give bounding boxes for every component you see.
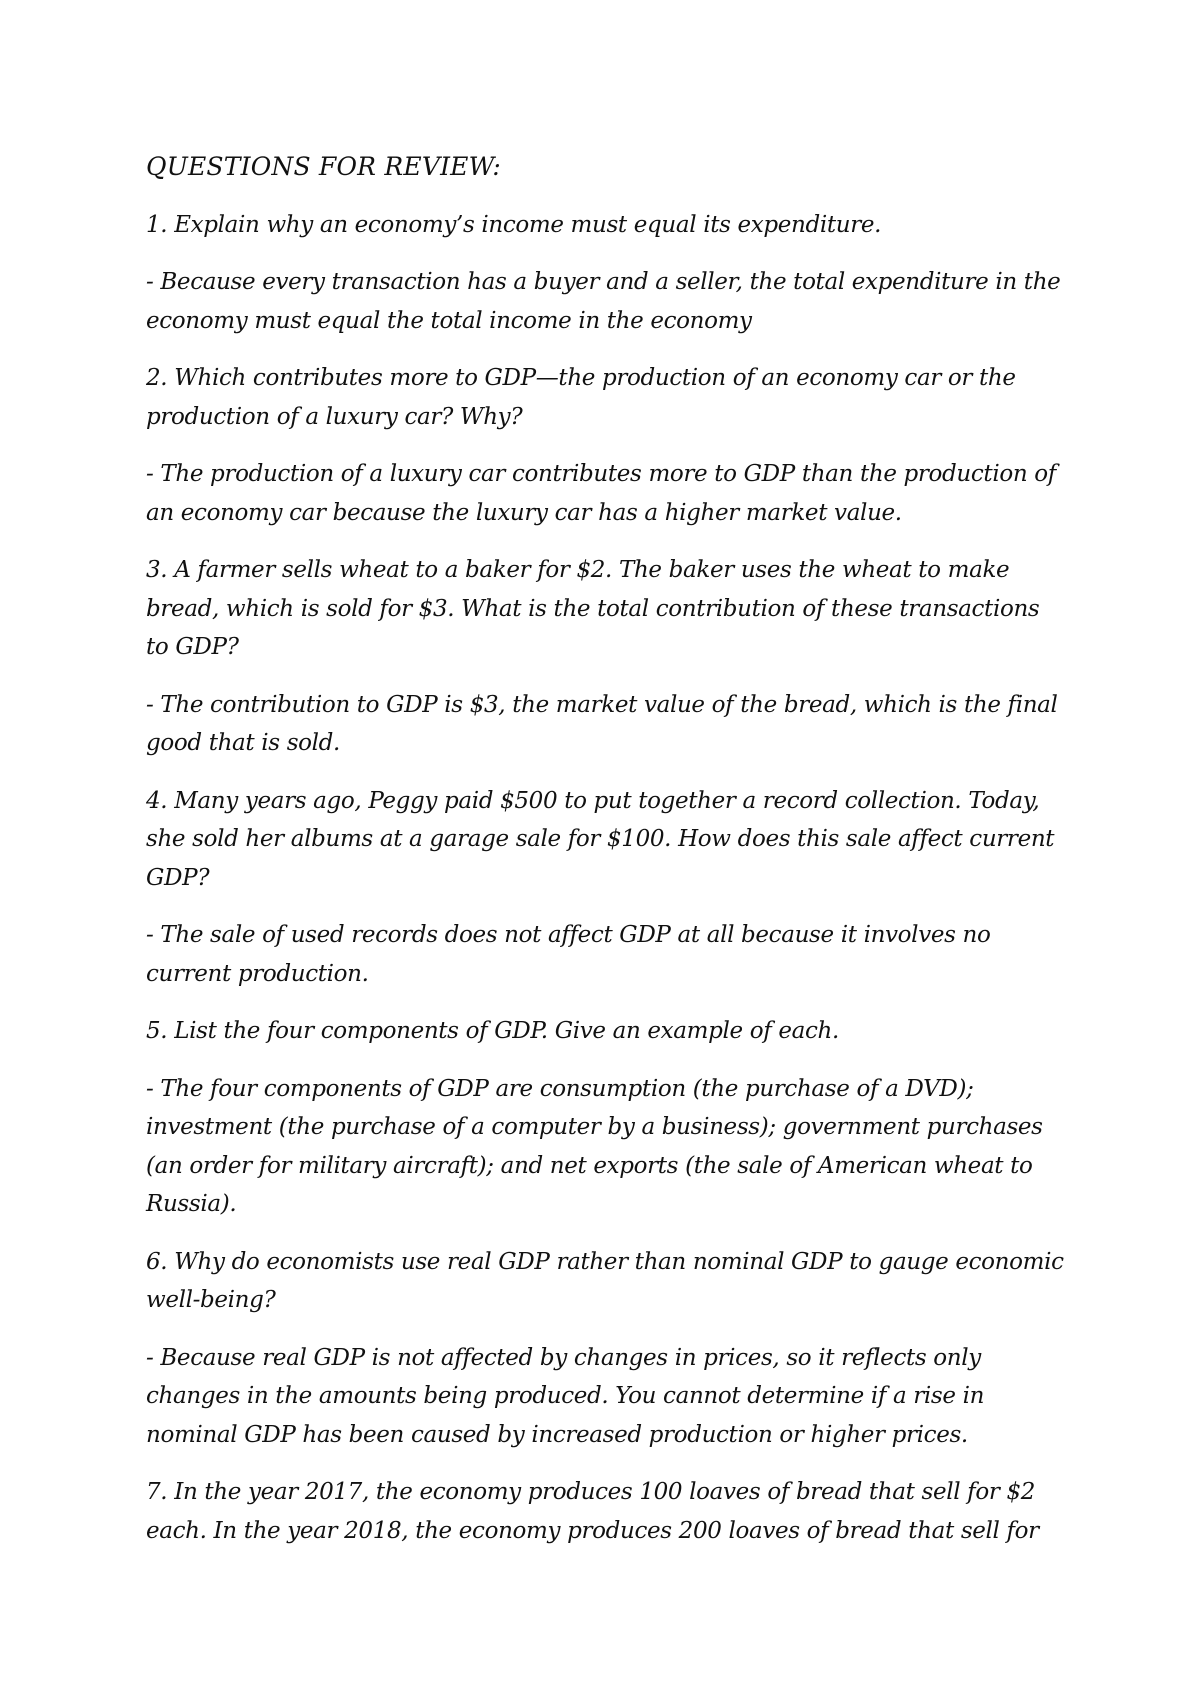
question-6: 6. Why do economists use real GDP rather than nominal GDP to gauge economic well-being? (146, 1248, 1064, 1313)
answer-3: - The contribution to GDP is $3, the market value of the bread, which is the final good that is sold. (146, 691, 1058, 756)
question-4: 4. Many years ago, Peggy paid $500 to put together a record collection. Today, she sold her albums at a garage sale for $100. How does this sale affect current GDP? (146, 787, 1055, 891)
question-7: 7. In the year 2017, the economy produces 100 loaves of bread that sell for $2 each. In the year 2018, the economy produces 200 loaves of bread that sell for (146, 1479, 1039, 1544)
page-title: QUESTIONS FOR REVIEW: (146, 152, 501, 181)
question-2: 2. Which contributes more to GDP—the production of an economy car or the production of a luxury car? Why? (146, 365, 1016, 430)
question-1: 1. Explain why an economy’s income must equal its expenditure. (146, 211, 882, 238)
answer-1: - Because every transaction has a buyer and a seller, the total expenditure in the economy must equal the total income in the economy (146, 269, 1061, 334)
question-3: 3. A farmer sells wheat to a baker for $2. The baker uses the wheat to make bread, which is sold for $3. What is the total contribution of these transactions to GDP? (146, 557, 1040, 660)
question-5: 5. List the four components of GDP. Give an example of each. (146, 1018, 839, 1044)
answer-6: - Because real GDP is not affected by changes in prices, so it reflects only changes in the amounts being produced. You cannot determine if a rise in nominal GDP has been caused by increased production or higher prices. (146, 1344, 985, 1448)
answer-5: - The four components of GDP are consumption (the purchase of a DVD); investment (the purchase of a computer by a business); government purchases (an order for military aircraft); and net exports (the sale of American wheat to Russia). (146, 1075, 1043, 1217)
answer-2: - The production of a luxury car contributes more to GDP than the production of an economy car because the luxury car has a higher market value. (146, 461, 1056, 526)
document-body (146, 148, 1066, 1569)
answer-4: - The sale of used records does not affect GDP at all because it involves no current production. (146, 922, 991, 987)
